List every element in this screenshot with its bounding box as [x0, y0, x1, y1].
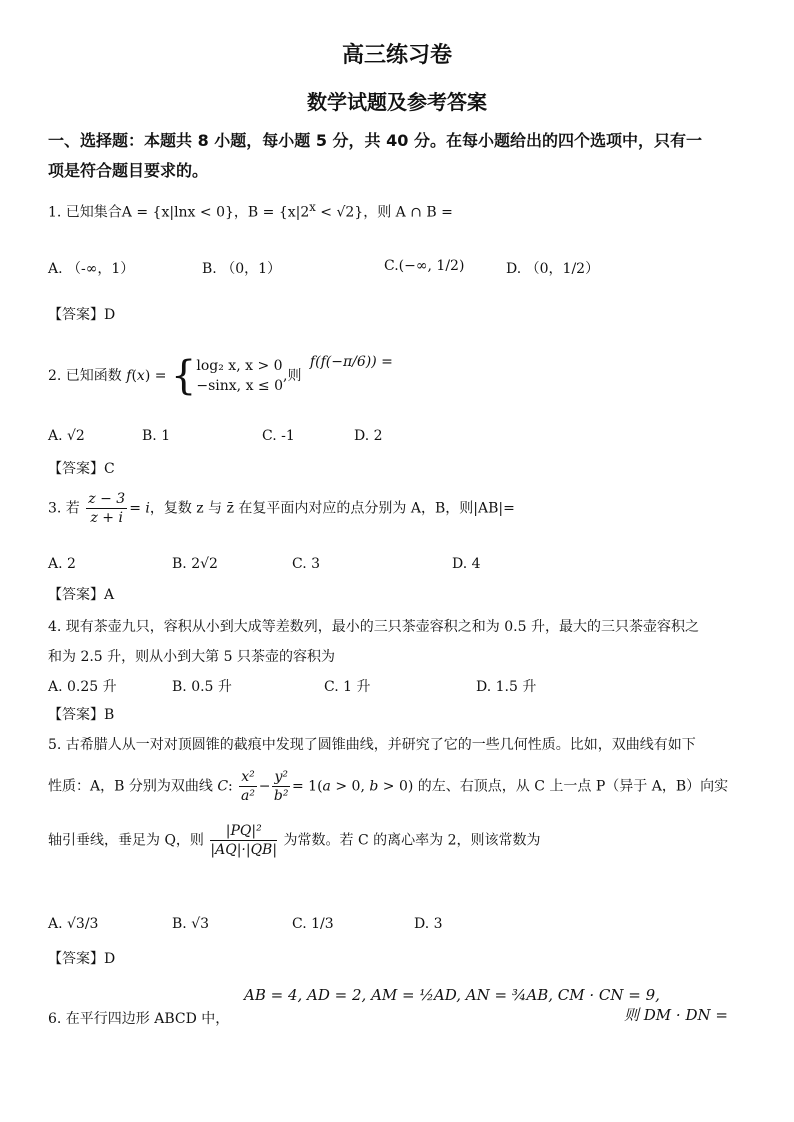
q4-option-b: B. 0.5 升 — [172, 679, 232, 695]
q3-option-d: D. 4 — [452, 556, 481, 572]
q4-option-a: A. 0.25 升 — [48, 679, 117, 695]
q2-stem: 2. 已知函数 f(x) = {log₂ x, x > 0 −sinx, x ≤ 0,则 f(f(−π/6)) = — [48, 353, 393, 399]
q1-option-a: A. （-∞，1） — [48, 261, 135, 277]
q1-option-b: B. （0，1） — [202, 261, 282, 277]
q2-option-a: A. √2 — [48, 428, 85, 444]
q5-stem-line1: 5. 古希腊人从一对对顶圆锥的截痕中发现了圆锥曲线，并研究了它的一些几何性质。比如，双曲线有如下 — [48, 737, 696, 753]
q5-option-c: C. 1/3 — [292, 916, 334, 932]
page-title: 高三练习卷 — [341, 43, 452, 68]
q3-answer: 【答案】A — [48, 587, 115, 603]
q5-option-b: B. √3 — [172, 916, 210, 932]
q1-option-d: D. （0，1/2） — [506, 261, 600, 277]
q1-option-c: C.(−∞, 1/2) — [384, 258, 465, 274]
q1-answer: 【答案】D — [48, 307, 116, 323]
q3-stem: 3. 若 $\frac{z - 3}{z + i}$ = i，复数 z 与 z̄ 在复平面内对应的点分别为 A，B，则|AB|= — [48, 491, 515, 526]
q5-answer: 【答案】D — [48, 951, 116, 967]
q3-option-a: A. 2 — [48, 556, 76, 572]
section-heading-cont: 项是符合题目要求的。 — [48, 161, 209, 180]
page-subtitle: 数学试题及参考答案 — [307, 90, 487, 114]
q4-option-d: D. 1.5 升 — [476, 679, 537, 695]
q4-stem-line2: 和为 2.5 升，则从小到大第 5 只茶壶的容积为 — [48, 649, 335, 665]
q6-stem: 6. 在平行四边形 ABCD 中， — [48, 1011, 230, 1027]
q5-option-d: D. 3 — [414, 916, 443, 932]
q3-option-c: C. 3 — [292, 556, 321, 572]
q5-option-a: A. √3/3 — [48, 916, 99, 932]
q2-option-c: C. -1 — [262, 428, 295, 444]
q4-answer: 【答案】B — [48, 707, 115, 723]
q4-option-c: C. 1 升 — [324, 679, 371, 695]
q1-stem: 1. 已知集合A = {x|lnx < 0}，$B = \{x|2^x < √2\}$，则 A ∩ B = — [48, 200, 453, 221]
q3-option-b: B. 2√2 — [172, 556, 218, 572]
section-heading: 一、选择题：本题共 8 小题，每小题 5 分，共 40 分。在每小题给出的四个选项中，只有一 — [48, 131, 702, 150]
q5-stem-line3: 轴引垂线，垂足为 Q，则 $\frac{\text{|PQ|²}}{|AQ|\cdot|QB|}$ 为常数。若 C 的离心率为 2，则该常数为 — [48, 823, 541, 858]
q2-option-b: B. 1 — [142, 428, 171, 444]
q2-answer: 【答案】C — [48, 461, 115, 477]
q2-option-d: D. 2 — [354, 428, 383, 444]
q4-stem-line1: 4. 现有茶壶九只，容积从小到大成等差数列，最小的三只茶壶容积之和为 0.5 升，最大的三只茶壶容积之 — [48, 619, 699, 635]
q5-stem-line2: 性质：A，B 分别为双曲线 C: $\frac{\text{x²}}{\text{a²}}$ − $\frac{\text{y²}}{\text{b²}}$ = 1(a > 0, b > 0) 的左、右顶点，从 C 上一点 P（异于 A，B）向实 — [48, 769, 729, 804]
q6-target: 则 DM · DN = — [624, 1006, 728, 1024]
q6-conditions: AB = 4, AD = 2, AM = ½AD, AN = ¾AB, CM · CN = 9, — [244, 986, 660, 1004]
